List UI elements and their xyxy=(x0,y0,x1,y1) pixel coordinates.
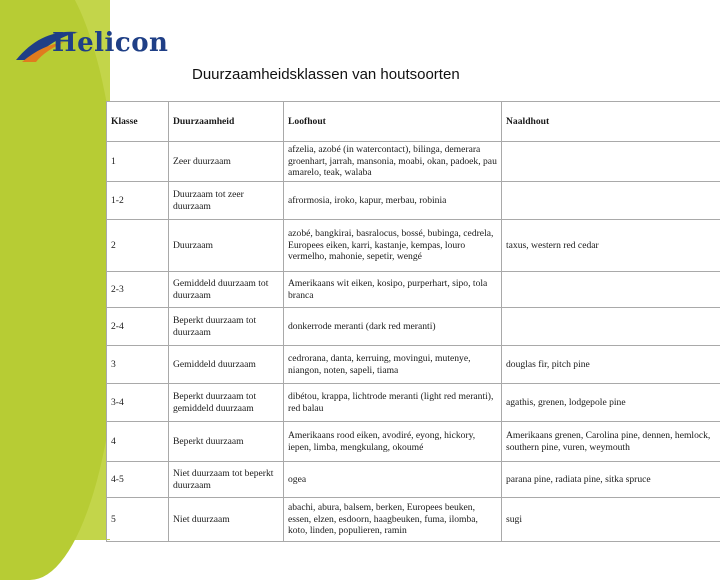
cell-duurzaamheid: Gemiddeld duurzaam xyxy=(169,346,284,384)
cell-klasse: 2-3 xyxy=(107,272,169,308)
cell-duurzaamheid: Beperkt duurzaam tot gemiddeld duurzaam xyxy=(169,384,284,422)
table-row xyxy=(107,498,720,542)
header-duurzaamheid: Duurzaamheid xyxy=(169,102,284,142)
cell-loofhout: cedrorana, danta, kerruing, movingui, mutenye, niangon, noten, sapeli, tiama xyxy=(284,346,502,384)
cell-duurzaamheid: Niet duurzaam tot beperkt duurzaam xyxy=(169,462,284,498)
cell-loofhout: abachi, abura, balsem, berken, Europees beuken, essen, elzen, esdoorn, haagbeuken, fuma, ilomba, koto, linden, populieren, ramin xyxy=(284,498,502,542)
table-row xyxy=(107,308,720,346)
page-title: Duurzaamheidsklassen van houtsoorten xyxy=(192,66,460,83)
cell-klasse: 3-4 xyxy=(107,384,169,422)
cell-klasse: 2 xyxy=(107,220,169,272)
header-loofhout: Loofhout xyxy=(284,102,502,142)
cell-loofhout: dibétou, krappa, lichtrode meranti (light red meranti), red balau xyxy=(284,384,502,422)
cell-loofhout: Amerikaans wit eiken, kosipo, purperhart, sipo, tola branca xyxy=(284,272,502,308)
cell-klasse: 5 xyxy=(107,498,169,542)
header-naaldhout: Naaldhout xyxy=(502,102,720,142)
cell-klasse: 3 xyxy=(107,346,169,384)
cell-duurzaamheid: Gemiddeld duurzaam tot duurzaam xyxy=(169,272,284,308)
table-row xyxy=(107,142,720,182)
cell-klasse: 4 xyxy=(107,422,169,462)
cell-loofhout: Amerikaans rood eiken, avodiré, eyong, hickory, iepen, limba, mengkulang, okoumé xyxy=(284,422,502,462)
cell-loofhout: ogea xyxy=(284,462,502,498)
header-klasse: Klasse xyxy=(107,102,169,142)
logo-text: Helicon xyxy=(52,28,168,58)
table-row xyxy=(107,272,720,308)
cell-naaldhout xyxy=(502,142,720,182)
table-row xyxy=(107,182,720,220)
cell-loofhout: donkerrode meranti (dark red meranti) xyxy=(284,308,502,346)
table-row xyxy=(107,346,720,384)
cell-loofhout: azobé, bangkirai, basralocus, bossé, bubinga, cedrela, Europees eiken, karri, kastanje, kempas, louro vermelho, mahonie, sepetir, wengé xyxy=(284,220,502,272)
durability-table xyxy=(106,101,720,542)
cell-naaldhout: douglas fir, pitch pine xyxy=(502,346,720,384)
table-row xyxy=(107,220,720,272)
cell-loofhout: afrormosia, iroko, kapur, merbau, robinia xyxy=(284,182,502,220)
cell-naaldhout: sugi xyxy=(502,498,720,542)
cell-naaldhout xyxy=(502,272,720,308)
cell-duurzaamheid: Beperkt duurzaam tot duurzaam xyxy=(169,308,284,346)
cell-loofhout: afzelia, azobé (in watercontact), bilinga, demerara groenhart, jarrah, mansonia, moabi, okan, padoek, pau amarelo, teak, walaba xyxy=(284,142,502,182)
cell-klasse: 1 xyxy=(107,142,169,182)
cell-duurzaamheid: Beperkt duurzaam xyxy=(169,422,284,462)
cell-naaldhout xyxy=(502,182,720,220)
cell-naaldhout: agathis, grenen, lodgepole pine xyxy=(502,384,720,422)
cell-klasse: 2-4 xyxy=(107,308,169,346)
cell-duurzaamheid: Duurzaam xyxy=(169,220,284,272)
cell-klasse: 4-5 xyxy=(107,462,169,498)
table-header-row xyxy=(107,102,720,142)
table-row xyxy=(107,422,720,462)
cell-duurzaamheid: Niet duurzaam xyxy=(169,498,284,542)
durability-table-container xyxy=(106,101,720,539)
cell-duurzaamheid: Duurzaam tot zeer duurzaam xyxy=(169,182,284,220)
table-row xyxy=(107,384,720,422)
cell-klasse: 1-2 xyxy=(107,182,169,220)
cell-naaldhout xyxy=(502,308,720,346)
cell-duurzaamheid: Zeer duurzaam xyxy=(169,142,284,182)
table-row xyxy=(107,462,720,498)
cell-naaldhout: taxus, western red cedar xyxy=(502,220,720,272)
cell-naaldhout: parana pine, radiata pine, sitka spruce xyxy=(502,462,720,498)
cell-naaldhout: Amerikaans grenen, Carolina pine, dennen, hemlock, southern pine, vuren, weymouth xyxy=(502,422,720,462)
